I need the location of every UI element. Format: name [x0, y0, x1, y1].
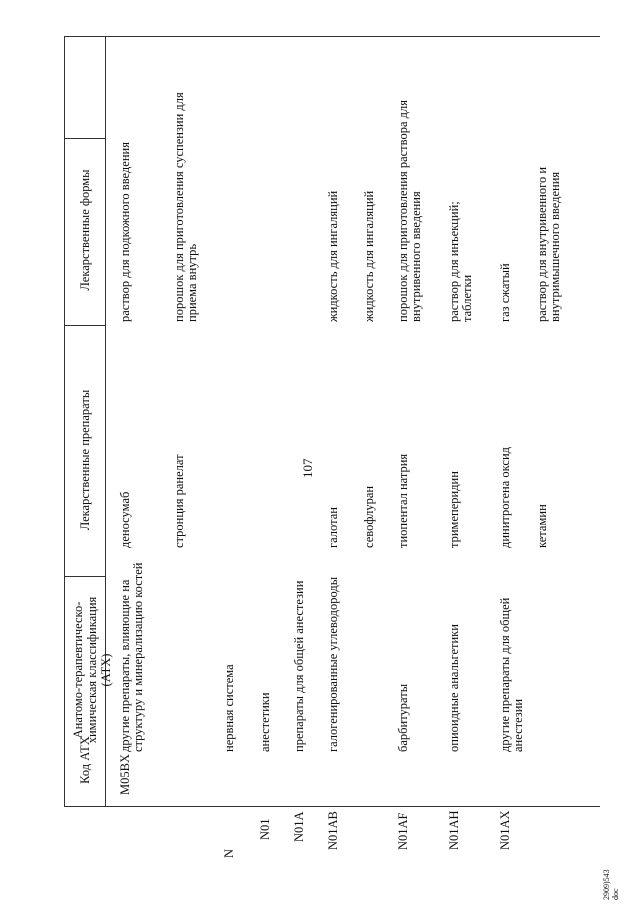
row-atc: структуру и минерализацию костей [131, 562, 145, 752]
row-atc: галогенированные углеводороды [326, 576, 340, 752]
header-divider [64, 138, 105, 139]
header-code: Код АТХ [78, 736, 92, 784]
table-bottom-border [64, 806, 600, 807]
row-form: приема внутрь [185, 243, 199, 322]
row-code: N01AH [447, 810, 461, 850]
row-code: N01AX [498, 810, 512, 850]
row-atc: анестезии [511, 698, 525, 752]
row-drug: деносумаб [118, 491, 132, 548]
row-form: внутривенного введения [409, 191, 423, 322]
row-atc: препараты для общей анестезии [292, 580, 306, 752]
row-code: N01 [258, 818, 272, 840]
row-form: внутримышечного введения [548, 171, 562, 322]
footer-doc-id: 2909)543 doc [602, 869, 620, 900]
row-code: N [222, 848, 236, 858]
row-atc: анестетики [258, 692, 272, 752]
row-atc: опиоидные анальгетики [447, 624, 461, 752]
row-form: газ сжатый [498, 263, 512, 322]
row-atc: другие препараты для общей [498, 597, 512, 752]
header-drugs: Лекарственные препараты [78, 389, 92, 531]
row-atc: другие препараты, влияющие на [118, 579, 132, 752]
row-form: раствор для внутривенного и [535, 166, 549, 322]
header-divider [64, 576, 105, 577]
row-drug: севофлуран [362, 485, 376, 548]
row-code: M05BX [118, 754, 132, 795]
row-form: раствор для инъекций; [447, 201, 461, 322]
row-code: N01AF [396, 812, 410, 850]
header-atc-classification: Анатомо-терапевтическо-химическая классификация (АТХ) [71, 596, 113, 744]
row-form: жидкость для ингаляций [326, 190, 340, 322]
row-drug: галотан [326, 507, 340, 548]
row-drug: стронция ранелат [172, 454, 186, 548]
table-top-border [64, 36, 600, 37]
row-form: порошок для приготовления суспензии для [172, 92, 186, 322]
row-drug: тримеперидин [447, 471, 461, 548]
row-drug: тиопентал натрия [396, 453, 410, 548]
row-code: N01A [292, 811, 306, 842]
row-atc: барбитураты [396, 683, 410, 752]
row-drug: динитрогена оксид [498, 446, 512, 548]
header-divider [64, 325, 105, 326]
row-form: порошок для приготовления раствора для [396, 100, 410, 322]
page-number: 107 [300, 458, 315, 478]
row-code: N01AB [326, 811, 340, 850]
row-form: раствор для подкожного введения [118, 142, 132, 322]
header-forms: Лекарственные формы [78, 169, 92, 291]
row-form: жидкость для ингаляций [362, 190, 376, 322]
row-drug: кетамин [535, 504, 549, 548]
row-atc: нервная система [222, 664, 236, 752]
row-form: таблетки [460, 274, 474, 322]
